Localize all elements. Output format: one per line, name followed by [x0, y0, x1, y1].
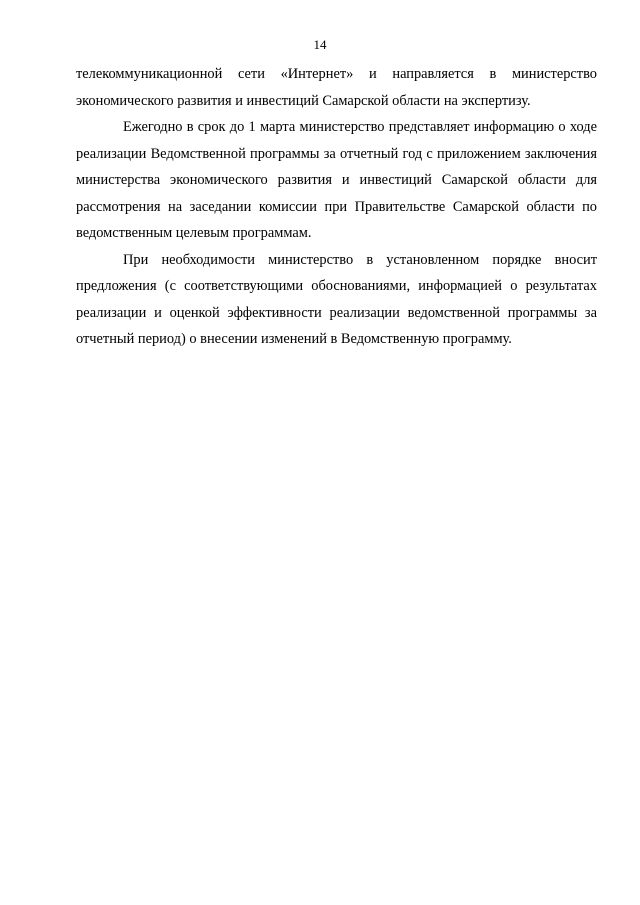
paragraph-continuation: телекоммуникационной сети «Интернет» и направляется в министерство экономического развития и инвестиций Самарской области на экспертизу.	[76, 66, 597, 109]
document-body	[76, 61, 597, 353]
paragraph-amendments: При необходимости министерство в установленном порядке вносит предложения (с соответствующими обоснованиями, информацией о результатах реализации и оценкой эффективности реализации ведомственной программы за отчетный период) о внесении изменений в Ведомственную программу.	[76, 251, 597, 347]
page-number: 14	[313, 37, 327, 52]
paragraph-annual-report: Ежегодно в срок до 1 марта министерство представляет информацию о ходе реализации Ведомственной программы за отчетный год с приложением заключения министерства экономического развития и инвестиций Самарской области для рассмотрения на заседании комиссии при Правительстве Самарской области по ведомственным целевым программам.	[76, 119, 597, 241]
